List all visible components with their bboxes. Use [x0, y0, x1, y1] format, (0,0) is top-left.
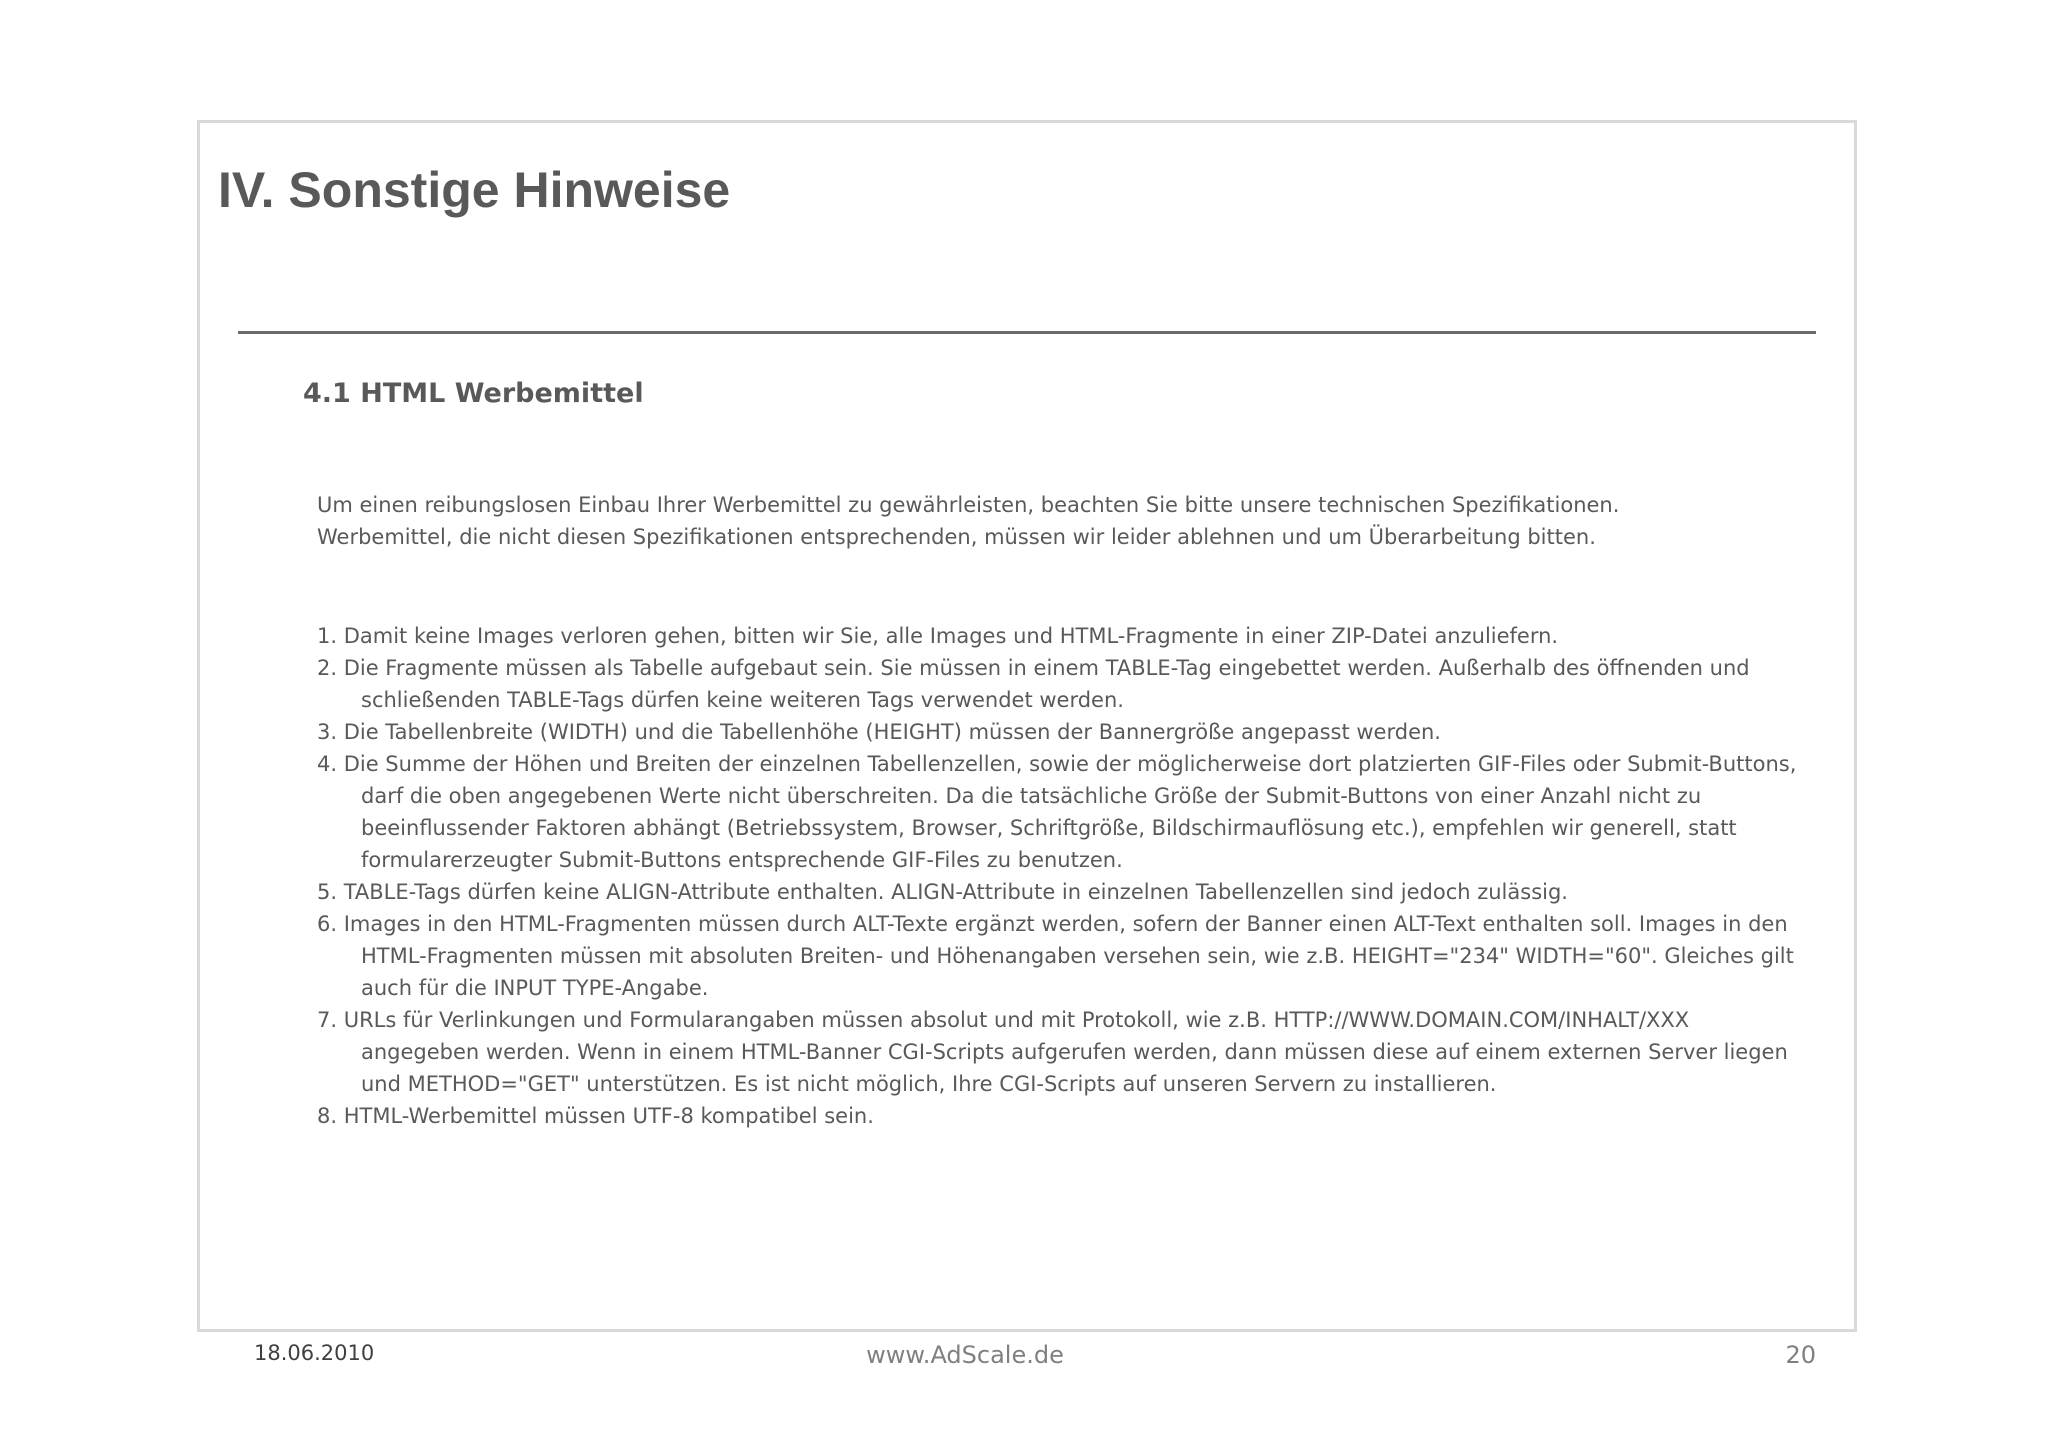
list-item: 1. Damit keine Images verloren gehen, bitten wir Sie, alle Images und HTML-Fragmente in einer ZIP-Datei anzuliefern. [317, 624, 1559, 648]
intro-line: Werbemittel, die nicht diesen Spezifikationen entsprechenden, müssen wir leider ablehnen und um Überarbeitung bitten. [317, 525, 1596, 549]
title-divider [238, 331, 1816, 334]
list-item: 7. URLs für Verlinkungen und Formularangaben müssen absolut und mit Protokoll, wie z.B. HTTP://WWW.DOMAIN.COM/INHALT/XXX angegeben werden. Wenn in einem HTML-Banner CGI-Scripts aufgerufen werden, dann müssen diese auf einem externen Server liegen und METHOD="GET" unterstützen. Es ist nicht möglich, Ihre CGI-Scripts auf unseren Servern zu installieren. [317, 1008, 1788, 1096]
footer-website: www.AdScale.de [866, 1341, 1064, 1369]
list-item: 5. TABLE-Tags dürfen keine ALIGN-Attribute enthalten. ALIGN-Attribute in einzelnen Tabellenzellen sind jedoch zulässig. [317, 880, 1568, 904]
list-item: 8. HTML-Werbemittel müssen UTF-8 kompatibel sein. [317, 1104, 874, 1128]
specification-list [317, 620, 1797, 1132]
intro-line: Um einen reibungslosen Einbau Ihrer Werbemittel zu gewährleisten, beachten Sie bitte unsere technischen Spezifikationen. [317, 493, 1620, 517]
intro-paragraph [317, 489, 1837, 553]
list-item: 4. Die Summe der Höhen und Breiten der einzelnen Tabellenzellen, sowie der möglicherweise dort platzierten GIF-Files oder Submit-Buttons, darf die oben angegebenen Werte nicht überschreiten. Da die tatsächliche Größe der Submit-Buttons von einer Anzahl nicht zu beeinflussender Faktoren abhängt (Betriebssystem, Browser, Schriftgröße, Bildschirmauflösung etc.), empfehlen wir generell, statt formularerzeugter Submit-Buttons entsprechende GIF-Files zu benutzen. [317, 752, 1797, 872]
list-item: 2. Die Fragmente müssen als Tabelle aufgebaut sein. Sie müssen in einem TABLE-Tag eingebettet werden. Außerhalb des öffnenden und schließenden TABLE-Tags dürfen keine weiteren Tags verwendet werden. [317, 656, 1750, 712]
page-title: IV. Sonstige Hinweise [218, 162, 731, 218]
list-item: 3. Die Tabellenbreite (WIDTH) und die Tabellenhöhe (HEIGHT) müssen der Bannergröße angepasst werden. [317, 720, 1441, 744]
list-item: 6. Images in den HTML-Fragmenten müssen durch ALT-Texte ergänzt werden, sofern der Banner einen ALT-Text enthalten soll. Images in den HTML-Fragmenten müssen mit absoluten Breiten- und Höhenangaben versehen sein, wie z.B. HEIGHT="234" WIDTH="60". Gleiches gilt auch für die INPUT TYPE-Angabe. [317, 912, 1794, 1000]
footer-date: 18.06.2010 [254, 1341, 375, 1365]
page-number: 20 [1785, 1341, 1816, 1369]
section-heading: 4.1 HTML Werbemittel [303, 378, 644, 409]
